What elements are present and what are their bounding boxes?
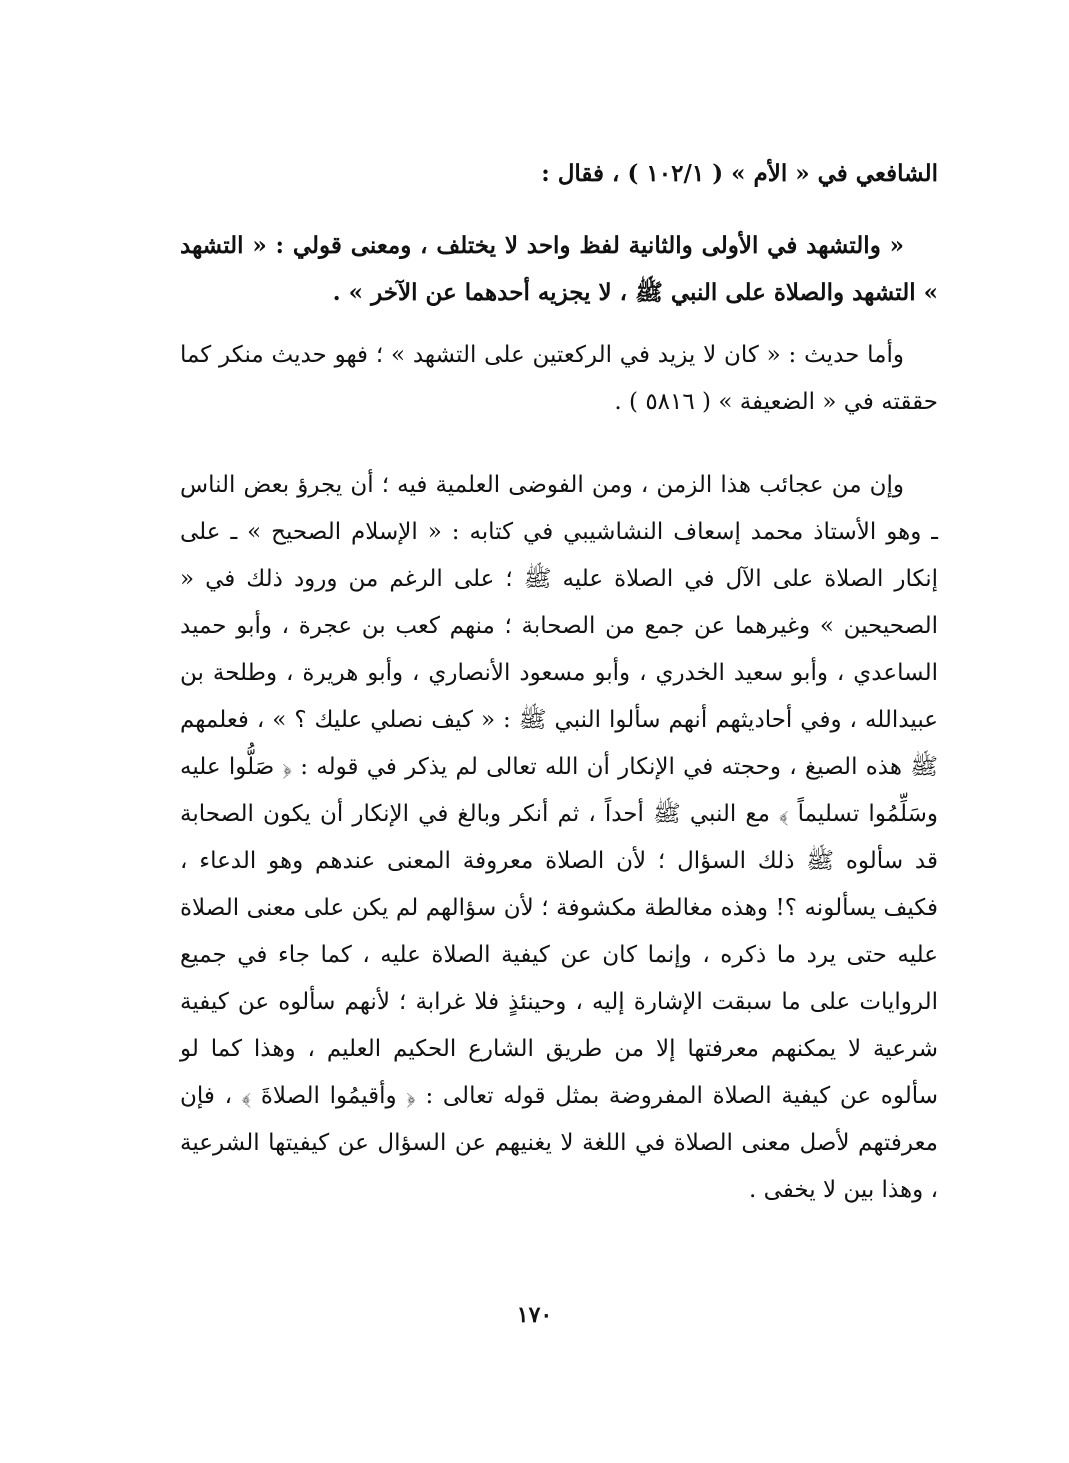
shafii-quote [180, 222, 938, 316]
hadith-paragraph [180, 332, 938, 426]
main-text: وإن من عجائب هذا الزمن ، ومن الفوضى العلمية فيه ؛ أن يجرؤ بعض الناس ـ وهو الأستاذ محمد إسعاف النشاشيبي في كتابه : « الإسلام الصحيح » ـ على إنكار الصلاة على الآل في الصلاة عليه ﷺ ؛ على الرغم من ورود ذلك في « الصحيحين » وغيرهما عن جمع من الصحابة ؛ منهم كعب بن عجرة ، وأبو حميد الساعدي ، وأبو سعيد الخدري ، وأبو مسعود الأنصاري ، وأبو هريرة ، وطلحة بن عبيدالله ، وفي أحاديثهم أنهم سألوا النبي ﷺ : « كيف نصلي عليك ؟ » ، فعلمهم ﷺ هذه الصيغ ، وحجته في الإنكار أن الله تعالى لم يذكر في قوله : ﴿ صَلُّوا عليه وسَلِّمُوا تسليماً ﴾ مع النبي ﷺ أحداً ، ثم أنكر وبالغ في الإنكار أن يكون الصحابة قد سألوه ﷺ ذلك السؤال ؛ لأن الصلاة معروفة المعنى عندهم وهو الدعاء ، فكيف يسألونه ؟! وهذه مغالطة مكشوفة ؛ لأن سؤالهم لم يكن على معنى الصلاة عليه حتى يرد ما ذكره ، وإنما كان عن كيفية الصلاة عليه ، كما جاء في جميع الروايات على ما سبقت الإشارة إليه ، وحينئذٍ فلا غرابة ؛ لأنهم سألوه عن كيفية شرعية لا يمكنهم معرفتها إلا من طريق الشارع الحكيم العليم ، وهذا كما لو سألوه عن كيفية الصلاة المفروضة بمثل قوله تعالى : ﴿ وأقيمُوا الصلاةَ ﴾ ، فإن معرفتهم لأصل معنى الصلاة في اللغة لا يغنيهم عن السؤال عن كيفيتها الشرعية ، وهذا بين لا يخفى . [180, 472, 938, 1203]
quote-text: « والتشهد في الأولى والثانية لفظ واحد لا يختلف ، ومعنى قولي : « التشهد » التشهد والصلاة على النبي ﷺ ، لا يجزيه أحدهما عن الآخر » . [180, 232, 938, 306]
main-paragraph [180, 462, 938, 1214]
intro-text: الشافعي في « الأم » ( ١٠٢/١ ) ، فقال : [541, 160, 938, 187]
intro-line [180, 150, 938, 197]
page-number: ١٧٠ [516, 1302, 553, 1328]
hadith-text: وأما حديث : « كان لا يزيد في الركعتين على التشهد » ؛ فهو حديث منكر كما حققته في « الضعيفة » ( ٥٨١٦ ) . [180, 342, 938, 415]
